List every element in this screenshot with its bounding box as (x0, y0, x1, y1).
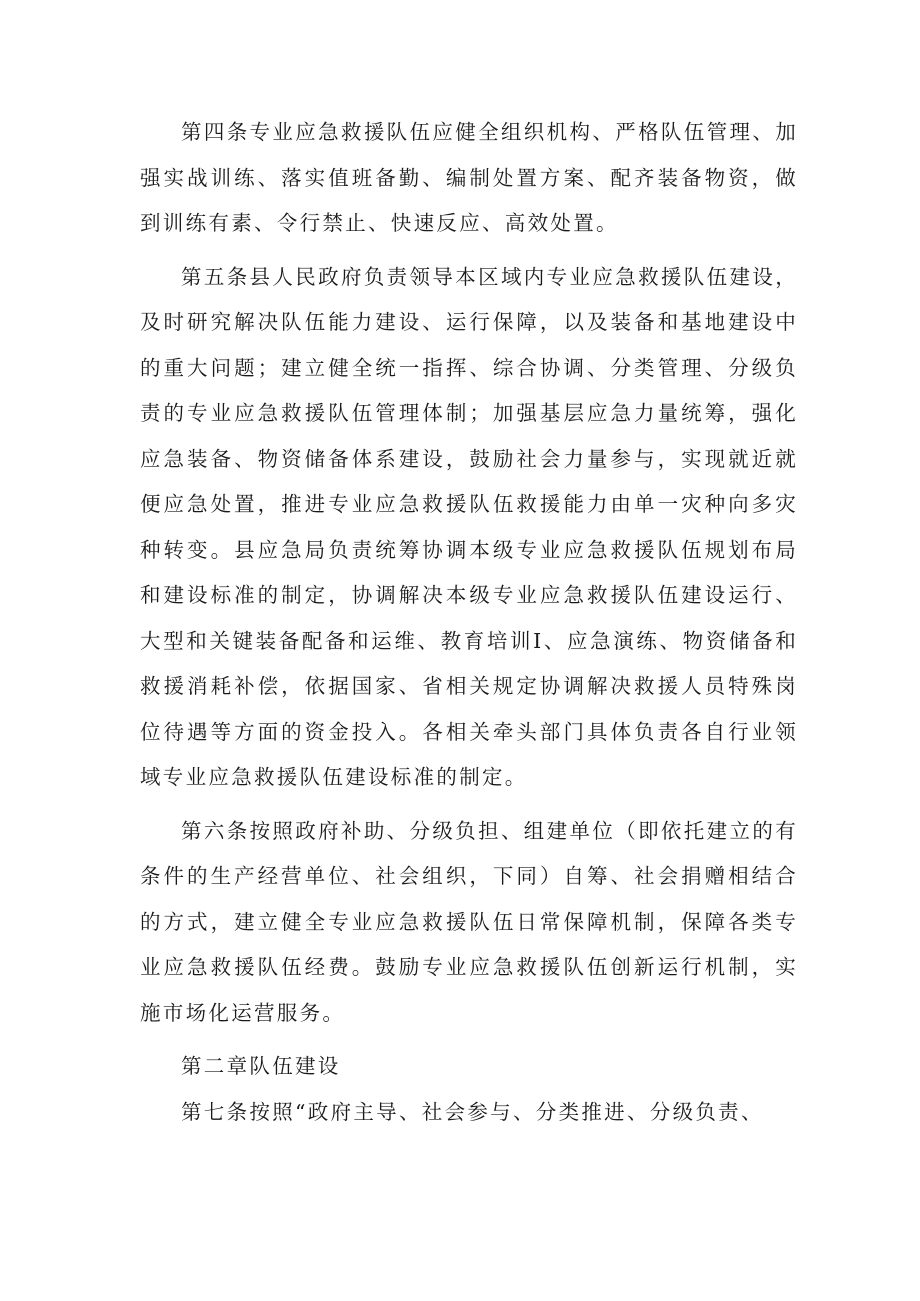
chapter-heading: 第二章队伍建设 (181, 1054, 341, 1078)
document-page (140, 110, 798, 1135)
article-7-paragraph: 第七条按照“政府主导、社会参与、分类推进、分级负责、 (181, 1099, 764, 1124)
article-6-paragraph: 第六条按照政府补助、分级负担、组建单位（即依托建立的有条件的生产经营单位、社会组织，下同）自筹、社会捐赠相结合的方式，建立健全专业应急救援队伍日常保障机制，保障各类专业应急救援队伍经费。鼓励专业应急救援队伍创新运行机制，实施市场化运营服务。 (140, 818, 798, 1025)
article-4-paragraph: 第四条专业应急救援队伍应健全组织机构、严格队伍管理、加强实战训练、落实值班备勤、编制处置方案、配齐装备物资，做到训练有素、令行禁止、快速反应、高效处置。 (140, 120, 798, 235)
article-5-paragraph: 第五条县人民政府负责领导本区域内专业应急救援队伍建设，及时研究解决队伍能力建设、运行保障，以及装备和基地建设中的重大问题；建立健全统一指挥、综合协调、分类管理、分级负责的专业应急救援队伍管理体制；加强基层应急力量统筹，强化应急装备、物资储备体系建设，鼓励社会力量参与，实现就近就便应急处置，推进专业应急救援队伍救援能力由单一灾种向多灾种转变。县应急局负责统筹协调本级专业应急救援队伍规划布局和建设标准的制定，协调解决本级专业应急救援队伍建设运行、大型和关键装备配备和运维、教育培训I、应急演练、物资储备和救援消耗补偿，依据国家、省相关规定协调解决救援人员特殊岗位待遇等方面的资金投入。各相关牵头部门具体负责各自行业领域专业应急救援队伍建设标准的制定。 (140, 264, 798, 789)
